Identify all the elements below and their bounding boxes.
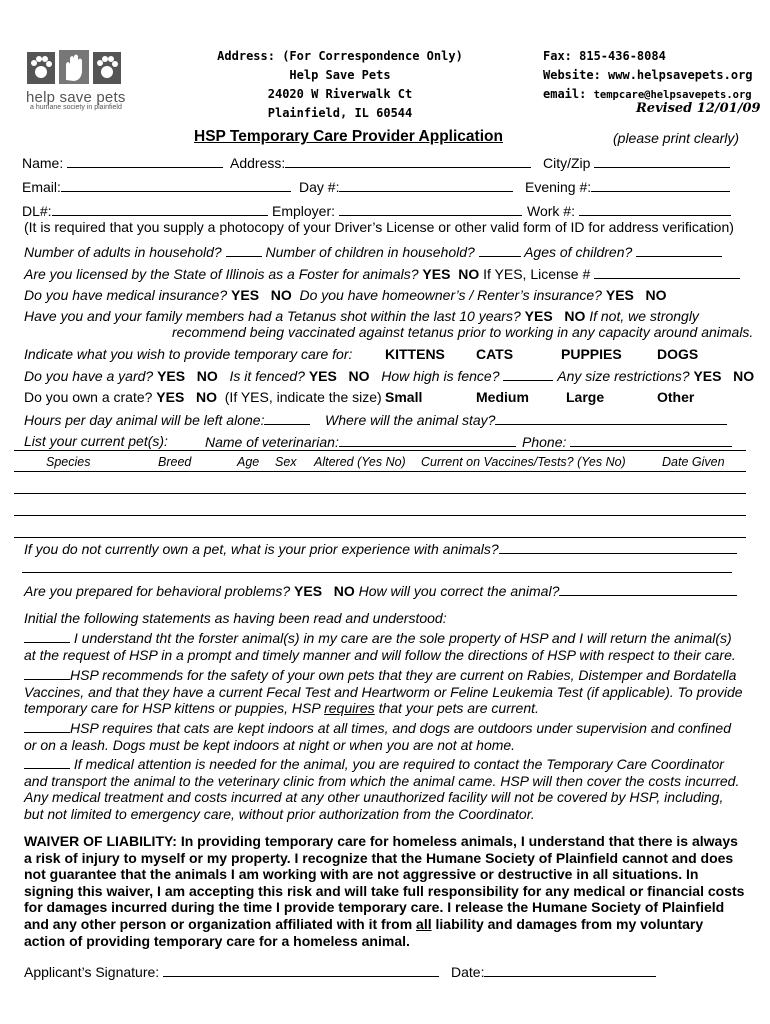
size-restriction-yes[interactable]: YES [693,368,722,384]
address-field-label: Address: [230,155,286,171]
paw-print-icon [26,50,122,86]
initial-intro: Initial the following statements as having been read and understood: [24,610,447,626]
tetanus-no[interactable]: NO [564,308,586,324]
waiver-emphasis: all [416,915,432,932]
crate-size-medium[interactable]: Medium [476,389,529,405]
address-field[interactable] [285,154,531,168]
signature-field[interactable] [163,963,439,977]
logo-tagline: a humane society in plainfield [30,104,122,111]
foster-question: Are you licensed by the State of Illinois as a Foster for animals? [24,266,419,282]
vet-phone-field[interactable] [570,433,732,447]
children-field[interactable] [479,243,521,257]
waiver-text: WAIVER OF LIABILITY: In providing temporary care for homeless animals, I understand that there is always a risk of injury to myself or my property. I recognize that the Humane Society of Plainfield cannot and does not guarantee that the animals I am working with are not aggressive or destructive in all situations. In signing this waiver, I am accepting this risk and will take full responsibility for any medical or financial costs for damages incurred during the time I provide temporary care. I release the Humane Society of Plainfield and any other person or organization affiliated with it from [24,833,745,932]
dl-label: DL#: [22,203,52,219]
city-zip-label: City/Zip [543,155,591,171]
address-line: 24020 W Riverwalk Ct [267,87,413,101]
address-label: Address: (For Correspondence Only) [217,49,463,63]
care-option-cats[interactable]: CATS [476,346,514,362]
pets-table-row[interactable] [14,471,746,472]
hours-alone-field[interactable] [264,411,310,425]
hours-alone-question: Hours per day animal will be left alone: [24,412,265,428]
initial-field[interactable] [24,756,70,769]
foster-no[interactable]: NO [458,266,480,282]
crate-size-note: (If YES, indicate the size) [224,389,382,405]
crate-size-small[interactable]: Small [385,389,423,405]
crate-size-large[interactable]: Large [566,389,605,405]
correction-question: How will you correct the animal? [358,583,560,599]
tetanus-question: Have you and your family members had a Tetanus shot within the last 10 years? [24,308,521,324]
animal-stay-question: Where will the animal stay? [325,412,496,428]
column-header: Date Given [662,455,725,469]
evening-phone-field[interactable] [591,178,730,192]
fenced-yes[interactable]: YES [308,368,337,384]
adults-question: Number of adults in household? [24,244,222,260]
crate-yes[interactable]: YES [156,389,185,405]
revised-date: Revised 12/01/09 [636,101,761,116]
yard-yes[interactable]: YES [157,368,186,384]
email-label: email: [543,87,587,101]
vet-phone-label: Phone: [522,434,567,450]
website: Website: www.helpsavepets.org [543,68,753,82]
yard-no[interactable]: NO [196,368,218,384]
pets-table-top-rule [14,450,746,451]
ages-question: Ages of children? [524,244,633,260]
care-option-puppies[interactable]: PUPPIES [561,346,622,362]
behavior-no[interactable]: NO [333,583,355,599]
email-field[interactable] [61,178,291,192]
waiver-text: liability and damages from my voluntary action of providing temporary care for a homeless animal. [24,915,704,949]
logo [26,50,126,110]
pets-table-row[interactable] [14,537,746,538]
veterinarian-field[interactable] [339,433,516,447]
tetanus-note: If not, we strongly [589,308,699,324]
fenced-no[interactable]: NO [348,368,370,384]
column-header: Age [237,455,260,469]
employer-label: Employer: [272,203,336,219]
email-address[interactable]: tempcare@helpsavepets.org [593,89,752,101]
dl-field[interactable] [52,202,268,216]
prior-experience-question: If you do not currently own a pet, what is your prior experience with animals? [24,541,499,557]
crate-question: Do you own a crate? [24,389,153,405]
veterinarian-label: Name of veterinarian: [205,434,339,450]
license-label: If YES, License # [483,266,591,282]
day-phone-field[interactable] [339,178,513,192]
statement-text: I understand tht the forster animal(s) in my care are the sole property of HSP and I will return the animal(s) at the request of HSP in a prompt and timely manner and will follow the directions of HSP with respect to their care. [24,630,736,663]
mailing-address [215,47,465,123]
city-zip-field[interactable] [594,154,730,168]
current-pets-label: List your current pet(s): [24,433,168,449]
tetanus-recommendation: recommend being vaccinated against tetanus prior to working in any capacity around animals. [172,324,754,340]
tetanus-yes[interactable]: YES [524,308,553,324]
prior-experience-line[interactable] [22,572,732,573]
behavior-question: Are you prepared for behavioral problems? [24,583,291,599]
work-phone-label: Work #: [527,203,575,219]
crate-size-other[interactable]: Other [657,389,695,405]
name-label: Name: [22,155,64,171]
fenced-question: Is it fenced? [229,368,305,384]
day-phone-label: Day #: [299,179,340,195]
size-restriction-no[interactable]: NO [733,368,755,384]
work-phone-field[interactable] [579,202,731,216]
fence-height-question: How high is fence? [381,368,500,384]
evening-phone-label: Evening #: [525,179,592,195]
email-field-label: Email: [22,179,61,195]
care-for-question: Indicate what you wish to provide temporary care for: [24,346,353,362]
logo-text: help save pets [26,89,126,106]
statement-text: that your pets are current. [378,700,539,716]
column-header: Species [46,455,91,469]
homeowner-no[interactable]: NO [645,287,667,303]
column-header: Breed [158,455,192,469]
column-header: Current on Vaccines/Tests? (Yes No) [421,455,626,469]
adults-field[interactable] [226,243,262,257]
statement-3 [24,720,746,753]
foster-yes[interactable]: YES [422,266,451,282]
pets-table-row[interactable] [14,515,746,516]
waiver-of-liability [24,833,746,949]
initial-field[interactable] [24,720,70,733]
size-restriction-question: Any size restrictions? [557,368,690,384]
statement-2 [24,667,746,717]
statement-1 [24,630,746,663]
homeowner-yes[interactable]: YES [605,287,634,303]
column-header: Sex [275,455,297,469]
statement-text: HSP requires that cats are kept indoors at all times, and dogs are outdoors under supervision and confined or on a leash. Dogs must be kept indoors at night or when you are not at home. [24,720,731,753]
id-note: (It is required that you supply a photocopy of your Driver’s License or other valid form of ID for address verification) [24,219,734,235]
care-option-dogs[interactable]: DOGS [657,346,699,362]
fax-number: Fax: 815-436-8084 [543,49,666,63]
prior-experience-field[interactable] [499,540,737,554]
initial-field[interactable] [24,667,70,680]
behavior-yes[interactable]: YES [294,583,323,599]
fence-height-field[interactable] [503,367,553,381]
contact-info [543,47,753,105]
column-header: Altered (Yes No) [314,455,406,469]
date-field[interactable] [484,963,656,977]
statement-4 [24,756,746,822]
correction-field[interactable] [559,582,737,596]
medical-no[interactable]: NO [270,287,292,303]
pets-table-row[interactable] [14,493,746,494]
form-title: HSP Temporary Care Provider Application [194,128,503,145]
children-question: Number of children in household? [265,244,475,260]
homeowner-insurance-question: Do you have homeowner’s / Renter’s insurance? [299,287,602,303]
name-field[interactable] [67,154,223,168]
address-line: Help Save Pets [289,68,391,82]
statement-text: If medical attention is needed for the animal, you are required to contact the Temporary Care Coordinator and transport the animal to the veterinary clinic from which the animal came. HSP will then cover the costs incurred. Any medical treatment and costs incurred at any other unauthorized facility will not be covered by HSP, including, but not limited to emergency care, without prior authorization from the Coordinator. [24,756,740,822]
signature-label: Applicant’s Signature: [24,964,160,980]
statement-emphasis: requires [324,700,375,716]
license-field[interactable] [594,265,740,279]
medical-insurance-question: Do you have medical insurance? [24,287,228,303]
date-label: Date: [451,964,485,980]
animal-stay-field[interactable] [495,411,727,425]
employer-field[interactable] [339,202,522,216]
care-option-kittens[interactable]: KITTENS [385,346,445,362]
address-line: Plainfield, IL 60544 [267,106,413,120]
initial-field[interactable] [24,630,70,643]
ages-field[interactable] [636,243,722,257]
yard-question: Do you have a yard? [24,368,154,384]
crate-no[interactable]: NO [195,389,217,405]
print-note: (please print clearly) [613,130,740,146]
statement-text: HSP recommends for the safety of your own pets that they are current on Rabies, Distemper and Bordatella Vaccines, and that they have a current Fecal Test and Heartworm or Feline Leukemia Test (if applicable). To provide temporary care for HSP kittens or puppies, HSP [24,667,743,716]
medical-yes[interactable]: YES [231,287,260,303]
